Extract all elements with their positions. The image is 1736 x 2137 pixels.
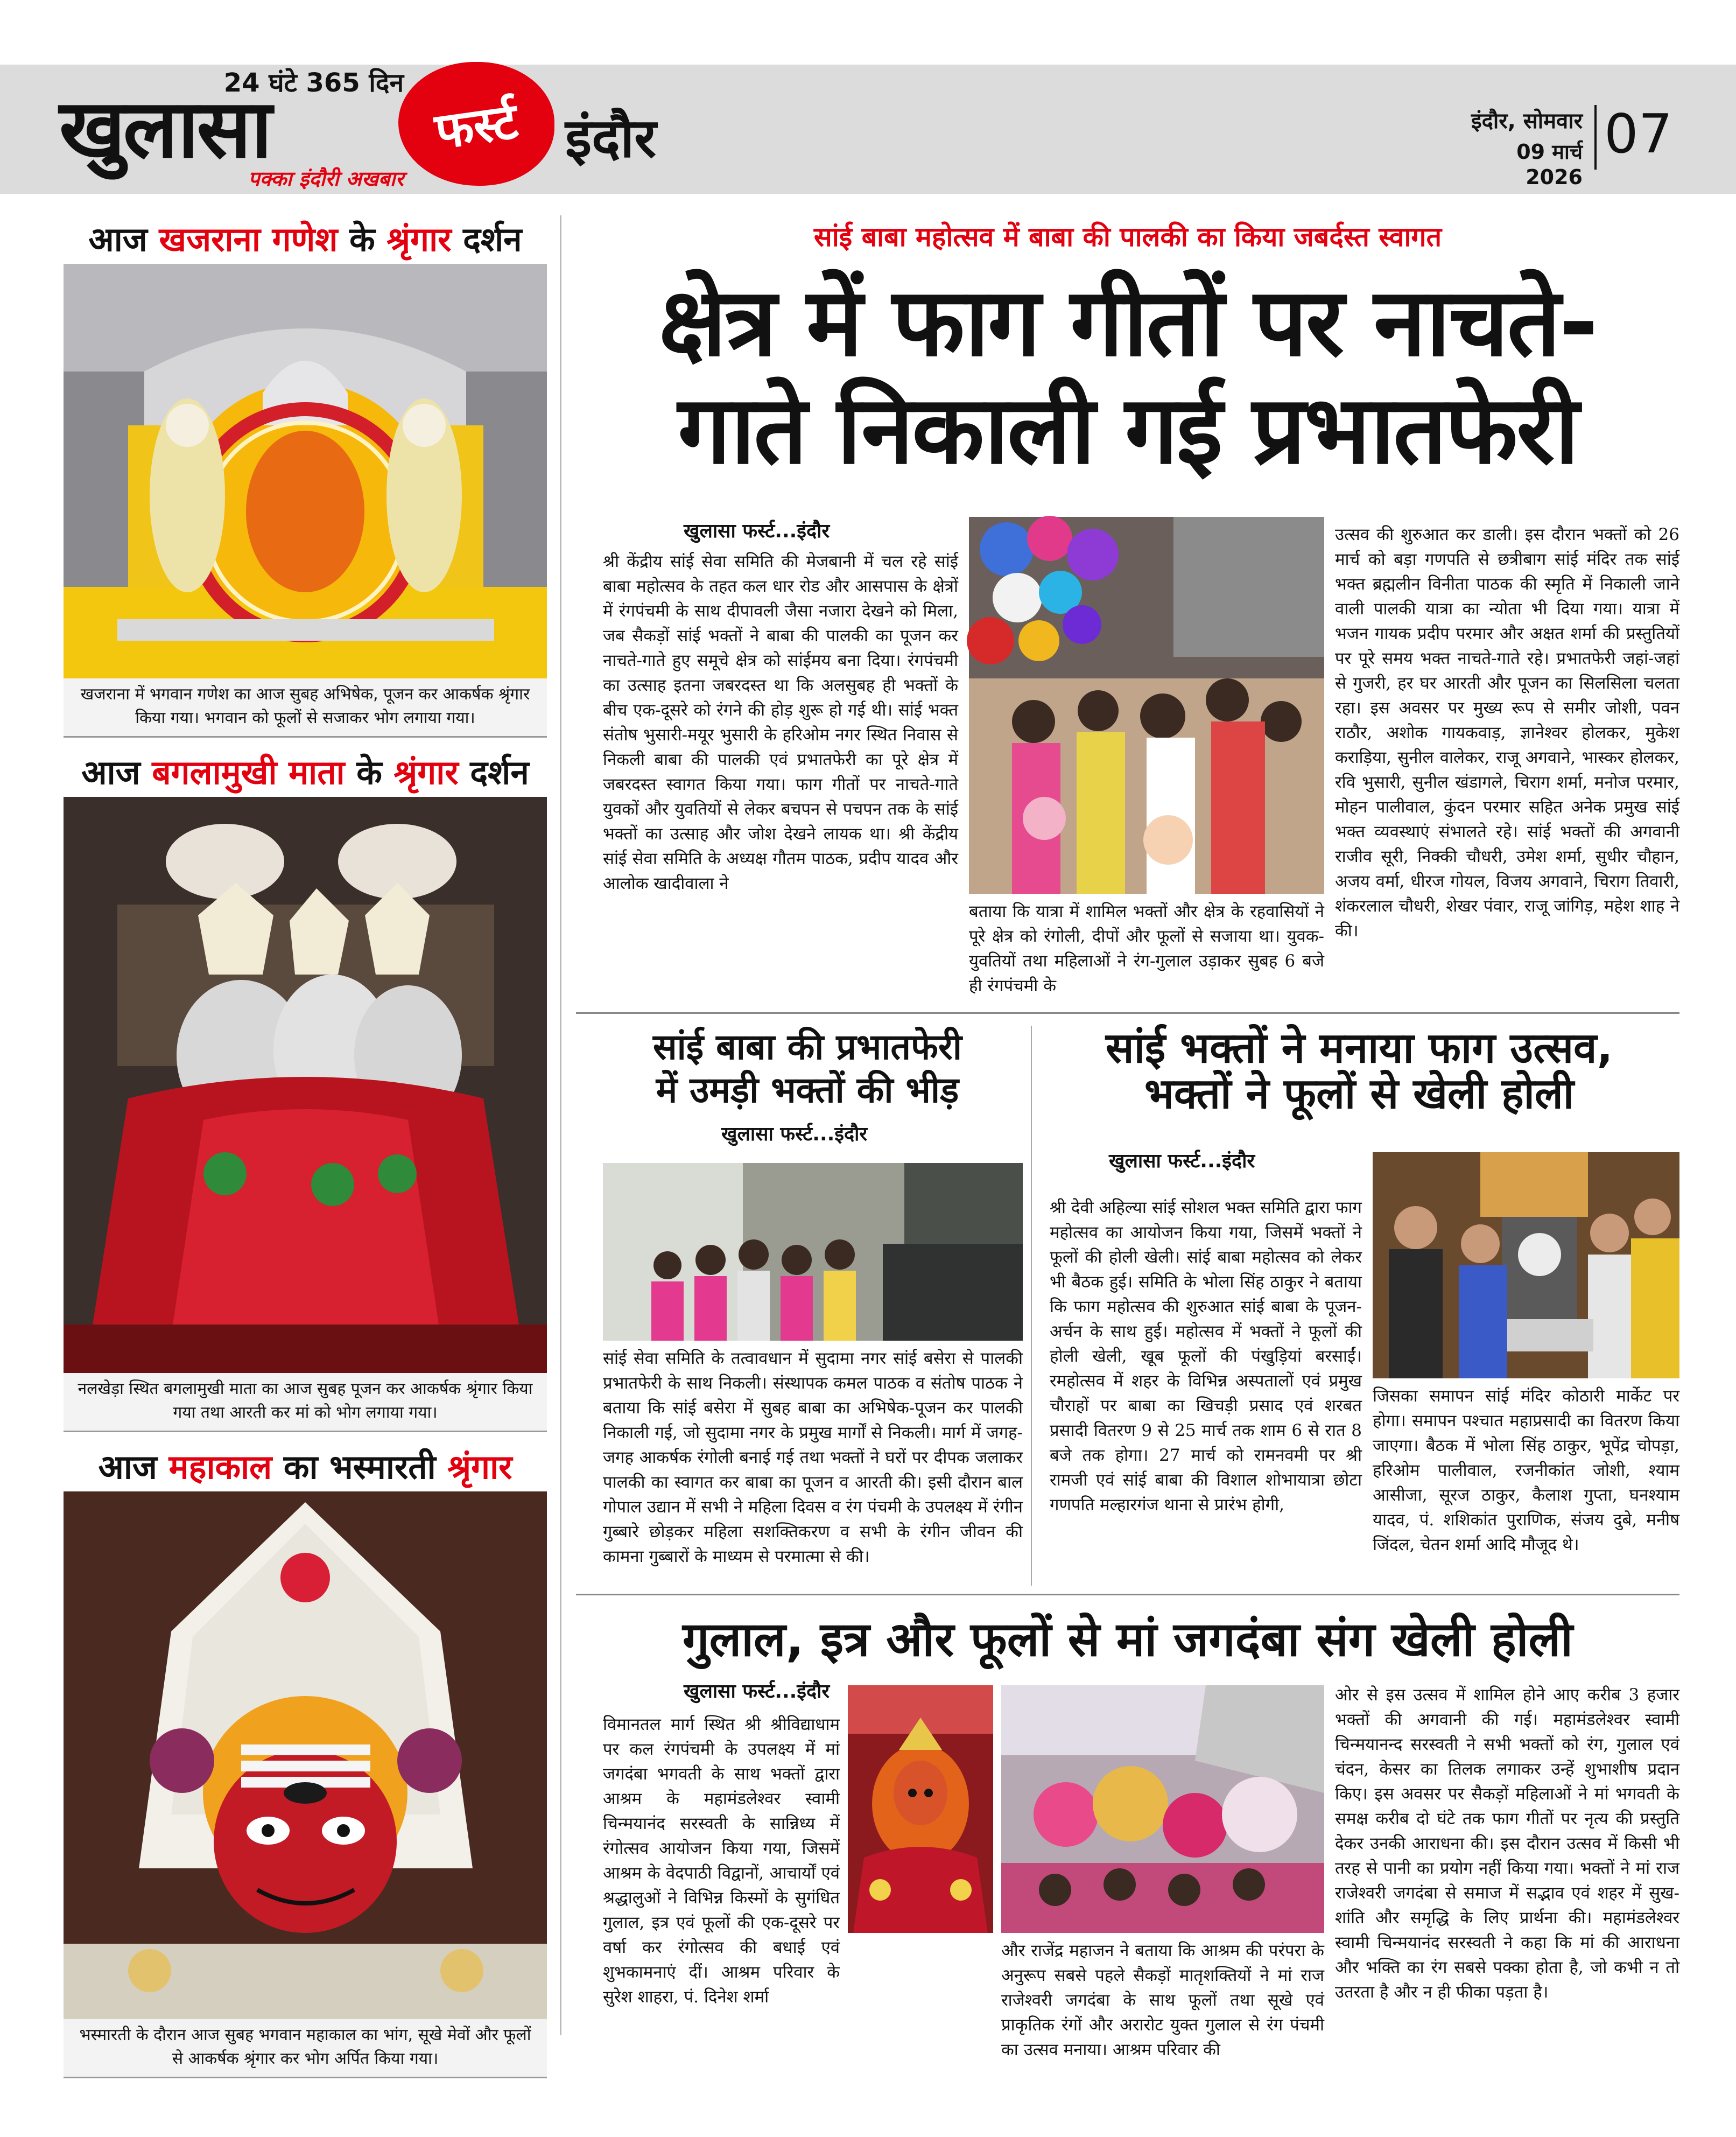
lead-headline-line1: क्षेत्र में फाग गीतों पर नाचते- bbox=[659, 268, 1597, 377]
column-divider bbox=[560, 215, 561, 2035]
story3-headline-line2: भक्तों ने फूलों से खेली होली bbox=[1144, 1070, 1574, 1118]
mahakal-photo bbox=[64, 1491, 547, 2019]
story3-headline bbox=[1039, 1026, 1679, 1117]
darshan-title-post: दर्शन bbox=[470, 753, 529, 792]
story4-body-col3: ओर से इस उत्सव में शामिल होने आए करीब 3 हजार भक्तों की अगवानी की गई। महामंडलेश्वर स्वामी चिन्मयानन्द सरस्वती ने सभी भक्तों को रंग, गुलाल एवं चंदन, केसर का तिलक लगाकर उन्हें शुभाशीष प्रदान किए। इस अवसर पर सैकड़ों महिलाओं ने मां भगवती के समक्ष करीब दो घंटे तक फाग गीतों पर नृत्य की प्रस्तुति देकर उनकी आराधना की। इस दौरान उत्सव में किसी भी तरह से पानी का प्रयोग नहीं किया गया। भक्तों ने मां राज राजेश्वरी जगदंबा से समाज में सद्भाव एवं शहर में सुख-शांति और समृद्धि के लिए प्रार्थना की। महामंडलेश्वर स्वामी चिन्मयानंद सरस्वती ने कहा कि मां की आराधना और भक्ति का रंग सबसे पक्का होता है, जो कभी न तो उतरता है और न ही फीका पड़ता है। bbox=[1335, 1685, 1679, 2002]
lead-body-col2: बताया कि यात्रा में शामिल भक्तों और क्षेत्र के रहवासियों ने पूरे क्षेत्र को रंगोली, दीपों और फूलों से सजाया था। युवक-युवतियों तथा महिलाओं ने रंग-गुलाल उड़ाकर सुबह 6 बजे ही रंगपंचमी के bbox=[969, 902, 1324, 996]
masthead-brand-badge bbox=[398, 62, 554, 186]
story2-headline-line1: सांई बाबा की प्रभातफेरी bbox=[652, 1026, 962, 1068]
darshan-title-khajrana bbox=[64, 215, 547, 264]
darshan-title-post: दर्शन bbox=[463, 220, 522, 259]
lead-story-rule bbox=[576, 1012, 1679, 1014]
darshan-title-mid: का भस्मारती bbox=[283, 1447, 436, 1487]
lead-body-col1: श्री केंद्रीय सांई सेवा समिति की मेजबानी में चल रहे सांई बाबा महोत्सव के तहत कल धार रोड और आसपास के क्षेत्रों में रंगपंचमी के साथ दीपावली जैसा नजारा देखने को मिला, जब सैकड़ों सांई भक्तों ने बाबा की पालकी का पूजन कर नाचते-गाते हुए समूचे क्षेत्र को सांईमय बना दिया। रंगपंचमी का उत्साह इतना जबरदस्त था कि अलसुबह ही भक्तों के बीच एक-दूसरे को रंगने की होड़ शुरू हो गई थी। सांई भक्त संतोष भुसारी-मयूर भुसारी के हरिओम नगर स्थित निवास से निकली बाबा की पालकी एवं प्रभातफेरी का पूरे क्षेत्र में जबरदस्त स्वागत किया गया। फाग गीतों पर नाचते-गाते युवकों और युवतियों से लेकर बचपन से पचपन तक के सांई भक्तों का उत्साह और जोश देखने लायक था। श्री केंद्रीय सांई सेवा समिति के अध्यक्ष गौतम पाठक, प्रदीप यादव और आलोक खादीवाला ने bbox=[603, 552, 958, 893]
lead-kicker: सांई बाबा महोत्सव में बाबा की पालकी का किया जबर्दस्त स्वागत bbox=[813, 221, 1442, 253]
lead-headline-line2: गाते निकाली गई प्रभातफेरी bbox=[678, 376, 1578, 485]
story3-phag-photo bbox=[1373, 1152, 1679, 1378]
story2-body: सांई सेवा समिति के तत्वावधान में सुदामा नगर सांई बसेरा से पालकी प्रभातफेरी के साथ निकली। संस्थापक कमल पाठक व संतोष पाठक ने बताया कि सांई बसेरा में सुबह बाबा का अभिषेक-पूजन कर पालकी निकाली गई, जो सुदामा नगर के प्रमुख मार्गों से निकली। मार्ग में जगह-जगह आकर्षक रंगोली बनाई गई तथा भक्तों ने घरों पर दीपक जलाकर पालकी का स्वागत कर बाबा का पूजन व आरती की। इसी दौरान बाल गोपाल उद्यान में सभी ने महिला दिवस व रंग पंचमी के उपलक्ष्य में रंगीन गुब्बारे छोड़कर महिला सशक्तिकरण व सभी के रंगीन जीवन की कामना गुब्बारों के माध्यम से परमात्मा से की। bbox=[603, 1349, 1023, 1566]
darshan-title-shringar: श्रृंगार bbox=[393, 753, 459, 792]
darshan-title-shringar: श्रृंगार bbox=[447, 1447, 512, 1487]
story4-byline: खुलासा फर्स्ट...इंदौर bbox=[684, 1680, 830, 1702]
darshan-title-pre: आज bbox=[98, 1447, 157, 1487]
brand-badge-text: फर्स्ट bbox=[432, 92, 522, 160]
page-number: 07 bbox=[1604, 102, 1673, 165]
lead-body-col3: उत्सव की शुरुआत कर डाली। इस दौरान भक्तों को 26 मार्च को बड़ा गणपति से छत्रीबाग सांई मंदिर तक सांई भक्त ब्रह्मलीन विनीता पाठक की स्मृति में निकाली जाने वाली पालकी यात्रा का न्योता भी दिया गया। यात्रा में भजन गायक प्रदीप परमार और अक्षत शर्मा की प्रस्तुतियों पर पूरे समय भक्त नाचते-गाते रहे। प्रभातफेरी जहां-जहां से गुजरी, हर घर आरती और पूजन का सिलसिला चलता रहा। इस अवसर पर मुख्य रूप से समीर जोशी, पवन राठौर, अशोक गायकवाड़, ज्ञानेश्वर होलकर, मुकेश कराड़िया, सुनील वालेकर, राजू अगवाने, भास्कर होलकर, रवि भुसारी, सुनील खंडागले, चिराग शर्मा, मनोज परमार, मोहन पालीवाल, कुंदन परमार सहित अनेक प्रमुख सांई भक्त व्यवस्थाएं संभालते रहे। सांई भक्तों की अगवानी राजीव सूरी, निक्की चौधरी, उमेश शर्मा, सुधीर चौहान, अजय वर्मा, धीरज गोयल, विजय अगवाने, चिराग तिवारी, शंकरलाल चौधरी, शेखर पंवार, राजू जांगिड़, महेश शाह ने की। bbox=[1335, 525, 1679, 941]
darshan-title-pre: आज bbox=[88, 220, 147, 259]
story4-body-col1: विमानतल मार्ग स्थित श्री श्रीविद्याधाम पर कल रंगपंचमी के उपलक्ष्य में मां जगदंबा भगवती के साथ भक्तों द्वारा आश्रम के महामंडलेश्वर स्वामी चिन्मयानंद सरस्वती के सान्निध्य में रंगोत्सव आयोजन किया गया, जिसमें आश्रम के वेदपाठी विद्वानों, आचार्यों एवं श्रद्धालुओं ने विभिन्न किस्मों के सुगंधित गुलाल, इत्र एवं फूलों की एक-दूसरे पर वर्षा कर रंगोत्सव की बधाई एवं शुभकामनाएं दीं। आश्रम परिवार के सुरेश शाहरा, पं. दिनेश शर्मा bbox=[603, 1715, 840, 2007]
story4-body-col2: और राजेंद्र महाजन ने बताया कि आश्रम की परंपरा के अनुरूप सबसे पहले सैकड़ों मातृशक्तियों ने मां राज राजेश्वरी जगदंबा के साथ फूलों तथा सूखे एवं प्राकृतिक रंगों और अरारोट युक्त गुलाल से रंग पंचमी का उत्सव मनाया। आश्रम परिवार की bbox=[1001, 1941, 1324, 2059]
story4-jagdamba-photo bbox=[848, 1685, 993, 1933]
darshan-title-mid: के bbox=[349, 220, 375, 259]
story3-body-col1: श्री देवी अहिल्या सांई सोशल भक्त समिति द्वारा फाग महोत्सव का आयोजन किया गया, जिसमें भक्तों ने फूलों की होली खेली। सांई बाबा महोत्सव को लेकर भी बैठक हुई। समिति के भोला सिंह ठाकुर ने बताया कि फाग महोत्सव की शुरुआत सांई बाबा के पूजन-अर्चन के साथ हुई। महोत्सव में भक्तों ने फूलों की होली खेली, खूब फूलों की पंखुड़ियां बरसाईं। रमहोत्सव में शहर के विभिन्न अस्पतालों एवं प्रमुख चौराहों पर बाबा का खिचड़ी प्रसाद एवं शरबत प्रसादी वितरण 9 से 25 मार्च तक शाम 6 से रात 8 बजे तक होगा। 27 मार्च को रामनवमी पर श्री रामजी एवं सांई बाबा की विशाल शोभायात्रा छोटा गणपति मल्हारगंज थाना से प्रारंभ होगी, bbox=[1050, 1198, 1362, 1515]
darshan-title-pre: आज bbox=[81, 753, 140, 792]
page-city-title: इंदौर bbox=[565, 107, 656, 170]
mahakal-caption: भस्मारती के दौरान आज सुबह भगवान महाकाल का भांग, सूखे मेवों और फूलों से आकर्षक श्रृंगार कर भोग अर्पित किया गया। bbox=[64, 2019, 547, 2078]
story3-headline-line1: सांई भक्तों ने मनाया फाग उत्सव, bbox=[1105, 1024, 1613, 1073]
darshan-title-baglamukhi bbox=[64, 748, 547, 797]
lead-headline bbox=[576, 269, 1679, 485]
darshan-title-shringar: श्रृंगार bbox=[386, 220, 452, 259]
baglamukhi-photo bbox=[64, 797, 547, 1373]
darshan-title-mid: के bbox=[356, 753, 382, 792]
masthead-brand: खुलासा bbox=[59, 82, 270, 176]
story4-headline: गुलाल, इत्र और फूलों से मां जगदंबा संग खेली होली bbox=[683, 1611, 1573, 1667]
story3-body-col2: जिसका समापन सांई मंदिर कोठारी मार्केट पर होगा। समापन पश्चात महाप्रसादी का वितरण किया जाएगा। बैठक में भोला सिंह ठाकुर, भूपेंद्र चोपड़ा, हरिओम पालीवाल, रजनीकांत जोशी, श्याम आसीजा, सूरज ठाकुर, कैलाश गुप्ता, घनश्याम यादव, पं. शशिकांत पुराणिक, संजय दुबे, मनीष जिंदल, चेतन शर्मा आदि मौजूद थे। bbox=[1373, 1386, 1679, 1554]
date-line: 09 मार्च 2026 bbox=[1516, 140, 1583, 189]
darshan-title-deity: खजराना गणेश bbox=[159, 220, 338, 259]
masthead-tagline-top: 24 घंटे 365 दिन bbox=[223, 68, 404, 98]
darshan-title-deity: महाकाल bbox=[168, 1447, 272, 1487]
khajrana-ganesh-photo bbox=[64, 264, 547, 678]
baglamukhi-caption: नलखेड़ा स्थित बगलामुखी माता का आज सुबह पूजन कर आकर्षक श्रृंगार किया गया तथा आरती कर मां को भोग लगाया गया। bbox=[64, 1373, 547, 1432]
left-darshan-column bbox=[64, 215, 547, 2068]
story2-headline bbox=[598, 1026, 1017, 1112]
date-city: इंदौर, सोमवार bbox=[1471, 109, 1583, 134]
darshan-title-mahakal bbox=[64, 1443, 547, 1491]
page-number-separator bbox=[1594, 105, 1597, 170]
khajrana-caption: खजराना में भगवान गणेश का आज सुबह अभिषेक, पूजन कर आकर्षक श्रृंगार किया गया। भगवान को फूलों से सजाकर भोग लगाया गया। bbox=[64, 678, 547, 738]
masthead-brand-tagline: पक्का इंदौरी अखबार bbox=[248, 167, 404, 191]
lead-byline: खुलासा फर्स्ट...इंदौर bbox=[684, 520, 830, 542]
story3-rule bbox=[576, 1594, 1679, 1595]
darshan-title-deity: बगलामुखी माता bbox=[152, 753, 345, 792]
story2-procession-photo bbox=[603, 1163, 1023, 1341]
story2-byline: खुलासा फर्स्ट...इंदौर bbox=[721, 1123, 868, 1145]
lead-procession-photo bbox=[969, 517, 1324, 894]
story2-divider bbox=[1031, 1026, 1032, 1586]
story3-byline: खुलासा फर्स्ट...इंदौर bbox=[1109, 1150, 1255, 1172]
story4-rangotsav-photo bbox=[1001, 1685, 1324, 1933]
story2-headline-line2: में उमड़ी भक्तों की भीड़ bbox=[656, 1069, 959, 1111]
